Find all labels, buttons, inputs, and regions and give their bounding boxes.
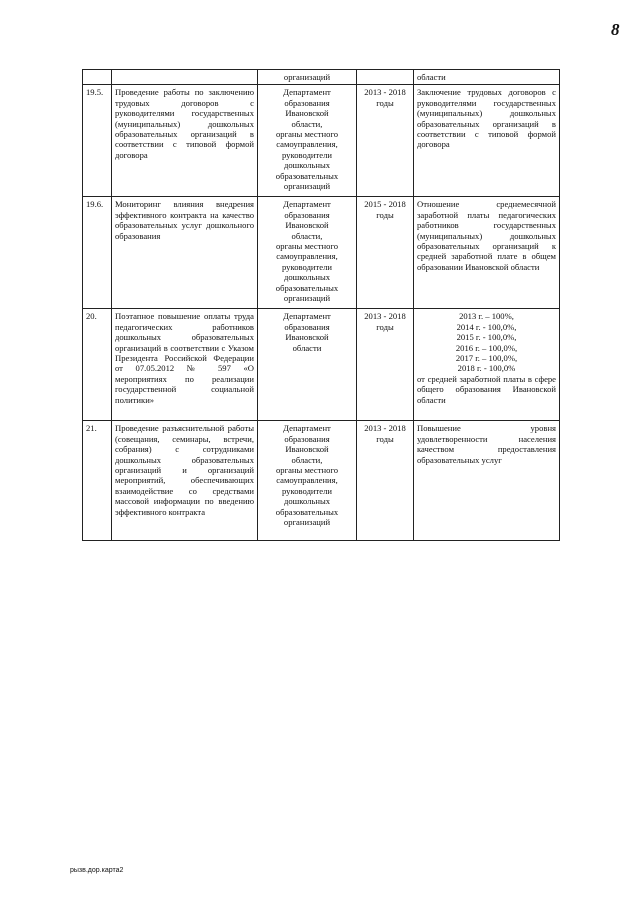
executor-line: органы местного (276, 465, 338, 476)
executor-line: организаций (283, 293, 331, 304)
executor-line: дошкольных (283, 160, 331, 171)
period-cell (357, 70, 414, 85)
table-row (83, 197, 560, 309)
table-row (83, 421, 560, 541)
table-row (83, 309, 560, 421)
result-cell: Отношение среднемесячной заработной платы педагогических работников государственных (муниципальных) дошкольных образовательных организаций к средней заработной плате в общем образовании Ивановской области (414, 197, 560, 309)
executor-cell (258, 309, 357, 421)
executor-line: образования (284, 209, 330, 220)
row-number: 19.6. (83, 197, 112, 309)
executor-line: органы местного (276, 241, 338, 252)
executor-line: самоуправления, (276, 251, 338, 262)
executor-line: дошкольных (283, 496, 331, 507)
result-cell: Заключение трудовых договоров с руководителями государственных (муниципальных) дошкольных образовательных организаций в соответствии с типовой формой договора (414, 85, 560, 197)
period-unit: годы (376, 209, 394, 220)
table-row (83, 70, 560, 85)
period-cell (357, 85, 414, 197)
executor-cell (258, 421, 357, 541)
row-number: 19.5. (83, 85, 112, 197)
footer-file-label: рызв.дор.карта2 (70, 867, 124, 874)
executor-line: дошкольных (283, 272, 331, 283)
row-number (83, 70, 112, 85)
executor-line: Ивановской (285, 108, 329, 119)
activity-cell: Проведение работы по заключению трудовых договоров с руководителями государственных (муниципальных) дошкольных образовательных организаций в соответствии с типовой формой договора (112, 85, 258, 197)
period-unit: годы (376, 433, 394, 444)
result-year-line: 2016 г. – 100,0%, (455, 342, 518, 353)
row-number: 20. (83, 309, 112, 421)
page-number-mark: 8 (611, 20, 620, 39)
period-years: 2013 - 2018 (364, 423, 406, 434)
executor-line: самоуправления, (276, 475, 338, 486)
executor-line: образования (284, 97, 330, 108)
executor-line: образовательных (275, 506, 339, 517)
period-cell (357, 309, 414, 421)
period-unit: годы (376, 321, 394, 332)
activity-cell: Поэтапное повышение оплаты труда педагогических работников дошкольных образовательных организаций в соответствии с Указом Президента Российской Федерации от 07.05.2012 № 597 «О мероприятиях по реализации государственной социальной политики» (112, 309, 258, 421)
roadmap-table (82, 69, 560, 541)
executor-line: Департамент (283, 87, 331, 98)
executor-line: самоуправления, (276, 139, 338, 150)
period-years: 2013 - 2018 (364, 311, 406, 322)
executor-line: руководители (282, 261, 332, 272)
result-year-line: 2017 г. – 100,0%, (455, 353, 518, 364)
period-years: 2015 - 2018 (364, 199, 406, 210)
result-year-line: 2013 г. – 100%, (459, 311, 514, 322)
activity-cell: Проведение разъяснительной работы (совещания, семинары, встречи, собрания) с сотрудниками дошкольных образовательных организаций и организаций мероприятий, обеспечивающих взаимодействие со средствами массовой информации по введению эффективного контракта (112, 421, 258, 541)
executor-cell (258, 85, 357, 197)
executor-cell (258, 197, 357, 309)
activity-cell: Мониторинг влияния внедрения эффективного контракта на качество образовательных услуг дошкольного образования (112, 197, 258, 309)
executor-line: Ивановской (285, 332, 329, 343)
executor-line: образования (284, 321, 330, 332)
executor-line: образовательных (275, 282, 339, 293)
executor-line: руководители (282, 485, 332, 496)
period-cell (357, 197, 414, 309)
activity-cell (112, 70, 258, 85)
executor-line: Ивановской (285, 220, 329, 231)
result-year-line: 2015 г. - 100,0%, (456, 332, 517, 343)
executor-line: организаций (283, 181, 331, 192)
period-unit: годы (376, 97, 394, 108)
executor-line: органы местного (276, 129, 338, 140)
result-cell: области (414, 70, 560, 85)
executor-cell: организаций (258, 70, 357, 85)
executor-line: организаций (283, 517, 331, 528)
row-number: 21. (83, 421, 112, 541)
executor-line: области (292, 342, 322, 353)
executor-line: области, (291, 230, 323, 241)
result-text: от средней заработной платы в сфере общего образования Ивановской области (417, 373, 556, 405)
result-cell: Повышение уровня удовлетворенности населения качеством предоставления образовательных услуг (414, 421, 560, 541)
result-cell (414, 309, 560, 421)
executor-line: Департамент (283, 311, 331, 322)
result-year-line: 2014 г. - 100,0%, (456, 321, 517, 332)
result-year-line: 2018 г. - 100,0% (457, 363, 516, 374)
table-row (83, 85, 560, 197)
executor-line: образования (284, 433, 330, 444)
executor-line: области, (291, 118, 323, 129)
executor-line: области, (291, 454, 323, 465)
executor-line: образовательных (275, 170, 339, 181)
executor-line: руководители (282, 149, 332, 160)
period-cell (357, 421, 414, 541)
period-years: 2013 - 2018 (364, 87, 406, 98)
executor-line: Департамент (283, 423, 331, 434)
executor-line: Ивановской (285, 444, 329, 455)
executor-line: Департамент (283, 199, 331, 210)
